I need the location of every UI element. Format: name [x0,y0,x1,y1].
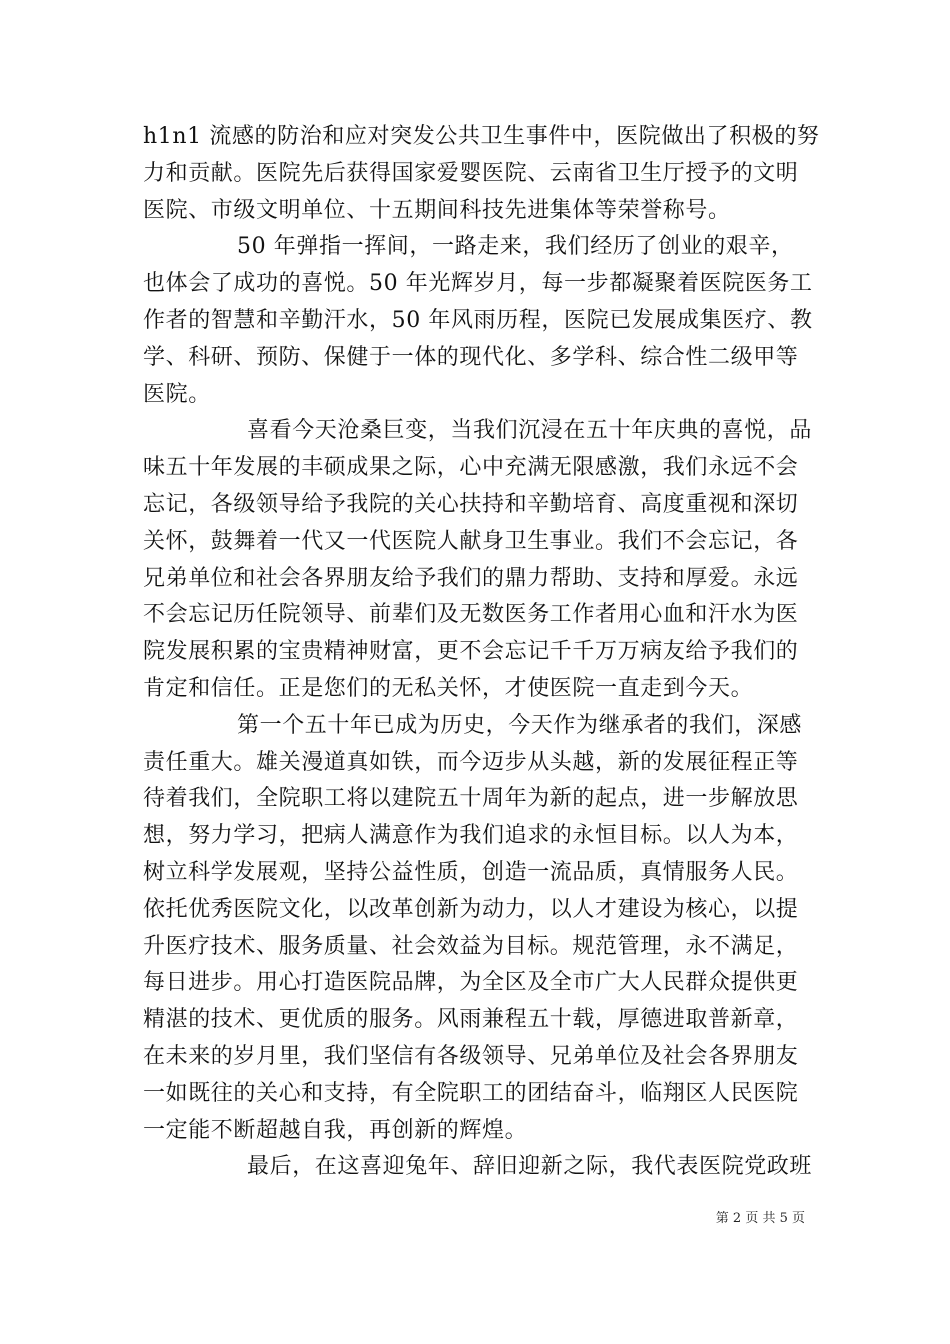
paragraph-start-line: 第一个五十年已成为历史，今天作为继承者的我们，深感 [237,712,803,738]
text-line: 作者的智慧和辛勤汗水，50 年风雨历程，医院已发展成集医疗、教 [143,307,813,333]
text-line: 一定能不断超越自我，再创新的辉煌。 [143,1117,528,1143]
text-line: 院发展积累的宝贵精神财富，更不会忘记千千万万病友给予我们的 [143,639,799,665]
page-number: 第 2 页 共 5 页 [715,1211,805,1226]
text-line: 每日进步。用心打造医院品牌，为全区及全市广大人民群众提供更 [143,970,799,996]
text-line: h1n1 流感的防治和应对突发公共卫生事件中，医院做出了积极的努 [143,124,820,149]
paragraph-start-line: 50 年弹指一挥间，一路走来，我们经历了创业的艰辛， [237,234,794,260]
text-line: 依托优秀医院文化，以改革创新为动力，以人才建设为核心，以提 [143,896,799,922]
text-line: 学、科研、预防、保健于一体的现代化、多学科、综合性二级甲等 [143,344,799,370]
paragraph-start-line: 喜看今天沧桑巨变，当我们沉浸在五十年庆典的喜悦，品 [247,418,813,444]
text-line: 在未来的岁月里，我们坚信有各级领导、兄弟单位及社会各界朋友 [143,1043,799,1069]
text-line: 想，努力学习，把病人满意作为我们追求的永恒目标。以人为本， [143,823,799,849]
text-line: 不会忘记历任院领导、前辈们及无数医务工作者用心血和汗水为医 [143,602,799,628]
text-line: 也体会了成功的喜悦。50 年光辉岁月，每一步都凝聚着医院医务工 [143,271,813,297]
text-line: 肯定和信任。正是您们的无私关怀，才使医院一直走到今天。 [143,675,754,701]
text-line: 关怀，鼓舞着一代又一代医院人献身卫生事业。我们不会忘记，各 [143,528,799,554]
text-line: 一如既往的关心和支持，有全院职工的团结奋斗，临翔区人民医院 [143,1080,799,1106]
text-line: 精湛的技术、更优质的服务。风雨兼程五十载，厚德进取普新章， [143,1007,799,1033]
text-line: 医院。 [143,381,211,407]
text-line: 力和贡献。医院先后获得国家爱婴医院、云南省卫生厅授予的文明 [143,160,799,186]
text-line: 医院、市级文明单位、十五期间科技先进集体等荣誉称号。 [143,197,731,223]
body-text [143,119,820,1186]
text-line: 兄弟单位和社会各界朋友给予我们的鼎力帮助、支持和厚爱。永远 [143,565,799,591]
text-line: 升医疗技术、服务质量、社会效益为目标。规范管理，永不满足， [143,933,799,959]
text-line: 树立科学发展观，坚持公益性质，创造一流品质，真情服务人民。 [143,859,799,885]
text-line: 忘记，各级领导给予我院的关心扶持和辛勤培育、高度重视和深切 [143,491,799,517]
text-line: 责任重大。雄关漫道真如铁，而今迈步从头越，新的发展征程正等 [143,749,799,775]
text-line: 味五十年发展的丰硕成果之际，心中充满无限感激，我们永远不会 [143,455,799,481]
paragraph-start-line: 最后，在这喜迎兔年、辞旧迎新之际，我代表医院党政班 [247,1154,813,1180]
text-line: 待着我们，全院职工将以建院五十周年为新的起点，进一步解放思 [143,786,799,812]
